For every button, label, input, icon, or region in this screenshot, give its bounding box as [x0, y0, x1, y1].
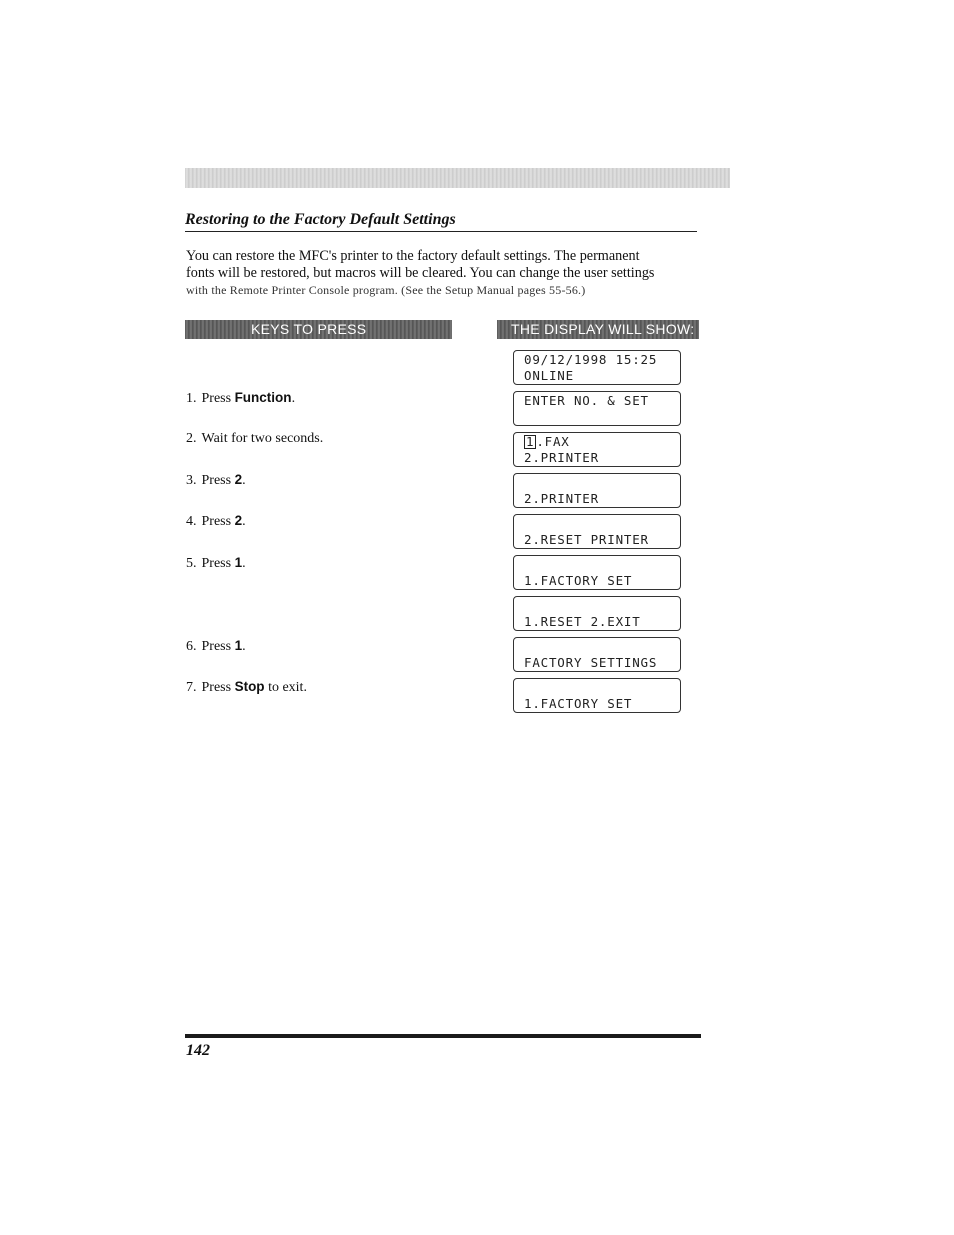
lcd-display: [513, 391, 681, 426]
intro-paragraph: [186, 248, 706, 299]
lcd-line-2: FACTORY SETTINGS: [524, 655, 658, 670]
lcd-cursor: 1: [526, 434, 535, 449]
keys-to-press-header: KEYS TO PRESS: [185, 320, 452, 339]
lcd-line-1-text: .FAX: [536, 434, 570, 449]
step-key: 2: [234, 472, 243, 487]
lcd-line-2: 1.FACTORY SET: [524, 696, 633, 711]
step-after: .: [242, 556, 246, 571]
step-text: Press: [201, 514, 235, 529]
lcd-line-1: [524, 434, 570, 450]
lcd-display: [513, 432, 681, 467]
step-text: Wait for two seconds.: [201, 431, 324, 446]
step-text: Press: [201, 391, 235, 406]
step-5: [186, 555, 246, 572]
step-number: 1.: [186, 391, 197, 406]
step-after: .: [242, 473, 246, 488]
step-number: 3.: [186, 473, 197, 488]
lcd-display: [513, 678, 681, 713]
step-number: 7.: [186, 680, 197, 695]
display-will-show-header: THE DISPLAY WILL SHOW:: [497, 320, 699, 339]
step-text: Press: [201, 639, 235, 654]
lcd-line-1: ENTER NO. & SET: [524, 393, 649, 408]
step-after: .: [291, 391, 296, 406]
intro-line: You can restore the MFC's printer to the factory default settings. The permanent: [186, 248, 640, 264]
step-1: [186, 390, 295, 407]
step-6: [186, 638, 246, 655]
step-after: .: [242, 639, 246, 654]
step-number: 5.: [186, 556, 197, 571]
step-number: 6.: [186, 639, 197, 654]
page-number: 142: [186, 1042, 210, 1059]
lcd-line-2: 1.RESET 2.EXIT: [524, 614, 641, 629]
header-band: [185, 168, 730, 188]
lcd-line-1: 09/12/1998 15:25: [524, 352, 658, 367]
step-4: [186, 513, 246, 530]
step-key: Stop: [234, 679, 265, 694]
lcd-display: [513, 596, 681, 631]
intro-line: fonts will be restored, but macros will be cleared. You can change the user settings: [186, 265, 655, 281]
step-2: [186, 431, 323, 447]
lcd-display: [513, 514, 681, 549]
intro-line: with the Remote Printer Console program. (See the Setup Manual pages 55-56.): [186, 283, 586, 297]
step-number: 2.: [186, 431, 197, 446]
lcd-line-2: ONLINE: [524, 368, 574, 383]
lcd-display: [513, 555, 681, 590]
step-text: Press: [201, 473, 235, 488]
step-key: 1: [234, 555, 243, 570]
step-after: to exit.: [264, 680, 307, 695]
lcd-line-2: 2.RESET PRINTER: [524, 532, 649, 547]
step-text: Press: [201, 556, 235, 571]
lcd-line-2: 1.FACTORY SET: [524, 573, 633, 588]
step-7: [186, 679, 307, 696]
step-key: 2: [234, 513, 243, 528]
lcd-display: [513, 350, 681, 385]
step-number: 4.: [186, 514, 197, 529]
lcd-line-2: 2.PRINTER: [524, 491, 599, 506]
lcd-display: [513, 473, 681, 508]
step-key: 1: [234, 638, 243, 653]
lcd-line-2: 2.PRINTER: [524, 450, 599, 465]
step-after: .: [242, 514, 246, 529]
footer-rule: [185, 1034, 701, 1038]
step-3: [186, 472, 246, 489]
lcd-display: [513, 637, 681, 672]
step-key: Function: [234, 390, 292, 405]
section-title: Restoring to the Factory Default Settings: [185, 211, 697, 232]
step-text: Press: [201, 680, 235, 695]
